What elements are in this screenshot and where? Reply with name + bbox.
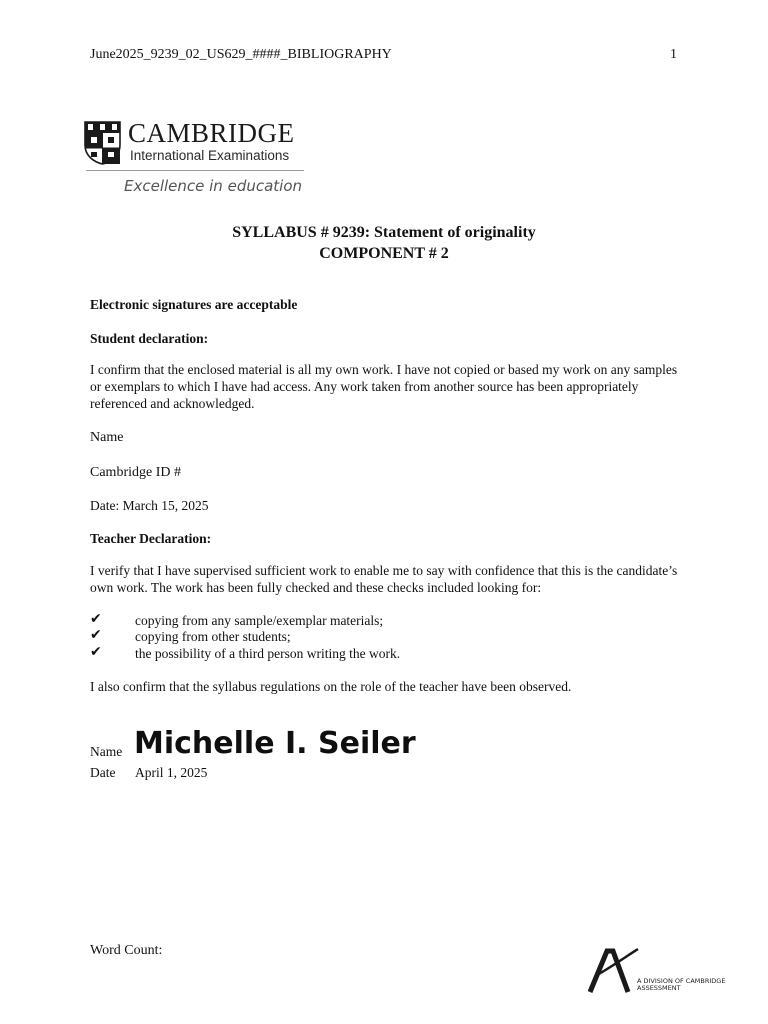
checklist-item-text: copying from any sample/exemplar materials; (135, 613, 384, 628)
cambridge-id-label: Cambridge ID # (90, 465, 181, 480)
teacher-declaration-heading: Teacher Declaration: (90, 531, 212, 546)
checkmark-icon: ✔ (90, 611, 102, 627)
document-title: SYLLABUS # 9239: Statement of originality (232, 224, 536, 241)
checklist-item-text: the possibility of a third person writing the work. (135, 646, 401, 661)
student-declaration-text: I confirm that the enclosed material is all my own work. I have not copied or based my work on any samples or exemplars to which I have had access. Any work taken from another source has been appropriately referenced and acknowledged. (90, 362, 678, 411)
teacher-name-label: Name (90, 744, 123, 759)
student-date: Date: March 15, 2025 (90, 498, 209, 513)
logo-subtitle: International Examinations (130, 148, 290, 163)
cambridge-assessment-logo (588, 945, 728, 995)
student-name-label: Name (90, 430, 124, 445)
checklist-item-text: copying from other students; (135, 629, 291, 644)
checkmark-icon: ✔ (90, 644, 102, 660)
student-declaration-heading: Student declaration: (90, 331, 209, 346)
cambridge-logo (84, 118, 324, 202)
page-number: 1 (670, 47, 677, 62)
assessment-a-icon (588, 945, 640, 995)
checkmark-icon: ✔ (90, 627, 102, 643)
electronic-signature-notice: Electronic signatures are acceptable (90, 297, 298, 312)
logo-tagline: Excellence in education (124, 177, 303, 195)
document-code: June2025_9239_02_US629_####_BIBLIOGRAPHY (90, 47, 392, 62)
component-title: COMPONENT # 2 (319, 245, 449, 262)
teacher-declaration-text: I verify that I have supervised sufficient work to enable me to say with confidence that this is the candidate’s own work. The work has been fully checked and these checks included looking for: (90, 563, 678, 595)
cambridge-crest-icon (84, 121, 121, 165)
word-count-label: Word Count: (90, 943, 163, 958)
teacher-confirmation-text: I also confirm that the syllabus regulations on the role of the teacher have been observed. (90, 679, 572, 694)
teacher-date-value: April 1, 2025 (135, 765, 208, 780)
teacher-date-label: Date (90, 765, 116, 780)
division-text: A DIVISION OF CAMBRIDGE ASSESSMENT (637, 977, 726, 992)
logo-divider (86, 170, 304, 171)
teacher-signature: Michelle I. Seiler (134, 726, 416, 761)
logo-name: CAMBRIDGE (128, 118, 295, 148)
